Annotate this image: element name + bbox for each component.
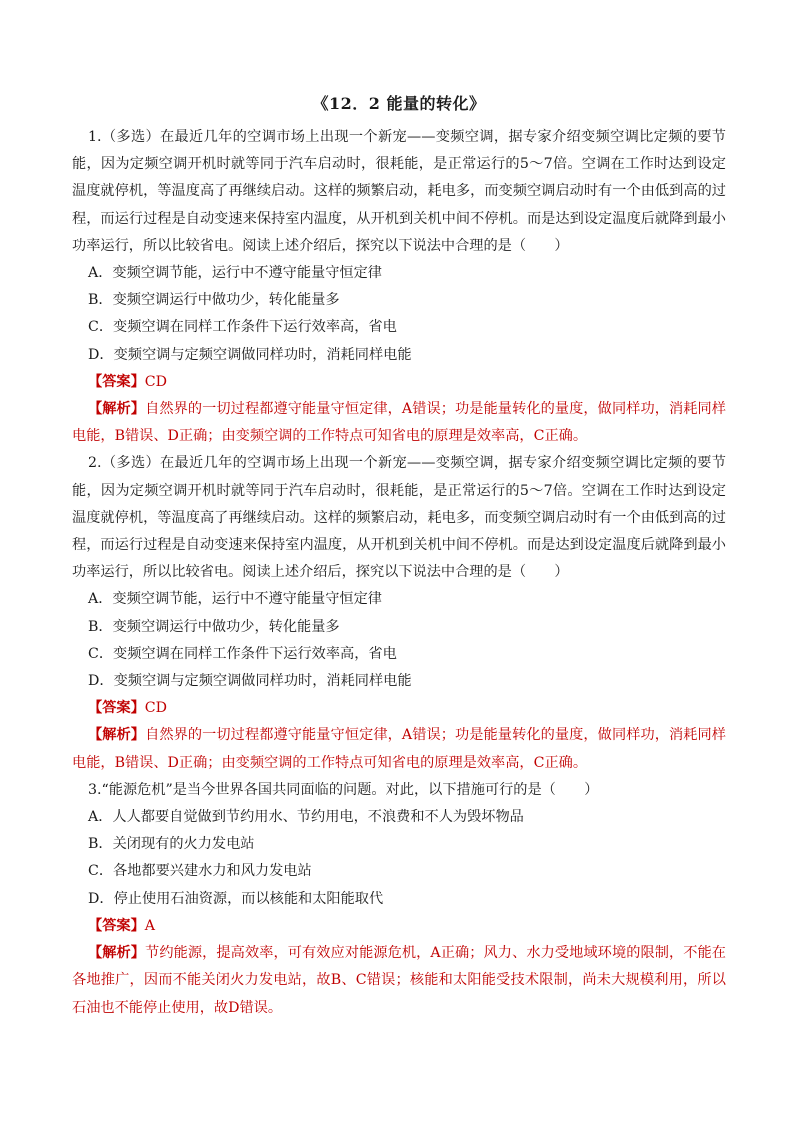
answer-line: [72, 913, 726, 940]
question-stem: 3.“能源危机”是当今世界各国共同面临的问题。对此，以下措施可行的是（ ）: [88, 781, 599, 798]
answer-line: [72, 695, 726, 722]
analysis-text: 自然界的一切过程都遵守能量守恒定律，A错误；功是能量转化的量度，做同样功，消耗同样电能，B错误、D正确；由变频空调的工作特点可知省电的原理是效率高，C正确。: [72, 401, 726, 445]
option-c: C．各地都要兴建水力和风力发电站: [88, 863, 312, 880]
option-a: A．变频空调节能，运行中不遵守能量守恒定律: [88, 591, 382, 608]
answer-value: CD: [144, 700, 167, 717]
question-stem: 2.（多选）在最近几年的空调市场上出现一个新宠——变频空调，据专家介绍变频空调比定频的要节能，因为定频空调开机时就等同于汽车启动时，很耗能，是正常运行的5～7倍。空调在工作时达到设定温度就停机，等温度高了再继续启动。这样的频繁启动，耗电多，而变频空调启动时有一个由低到高的过程，而运行过程是自动变速来保持室内温度，从开机到关机中间不停机。而是达到设定温度后就降到最小功率运行，所以比较省电。阅读上述介绍后，探究以下说法中合理的是（ ）: [72, 455, 726, 581]
analysis-line: [72, 396, 726, 450]
answer-line: [72, 369, 726, 396]
option-a: A．人人都要自觉做到节约用水、节约用电，不浪费和不人为毁坏物品: [88, 809, 524, 826]
analysis-tag: 【解析】: [88, 727, 146, 744]
answer-tag: 【答案】: [88, 917, 145, 934]
option-c: C．变频空调在同样工作条件下运行效率高，省电: [88, 645, 397, 662]
document-title: 《12．2 能量的转化》: [312, 94, 486, 113]
option-c: C．变频空调在同样工作条件下运行效率高，省电: [88, 319, 397, 336]
analysis-text: 节约能源，提高效率，可有效应对能源危机，A正确；风力、水力受地域环境的限制，不能在各地推广，因而不能关闭火力发电站，故B、C错误；核能和太阳能受技术限制，尚未大规模利用，所以石油也不能停止使用，故D错误。: [72, 945, 726, 1016]
answer-tag: 【答案】: [88, 373, 145, 390]
analysis-tag: 【解析】: [88, 945, 146, 962]
question-block: [72, 124, 726, 450]
analysis-line: [72, 722, 726, 776]
answer-value: A: [144, 917, 156, 934]
analysis-tag: 【解析】: [88, 401, 146, 418]
answer-tag: 【答案】: [88, 700, 145, 717]
question-stem: 1.（多选）在最近几年的空调市场上出现一个新宠——变频空调，据专家介绍变频空调比定频的要节能，因为定频空调开机时就等同于汽车启动时，很耗能，是正常运行的5～7倍。空调在工作时达到设定温度就停机，等温度高了再继续启动。这样的频繁启动，耗电多，而变频空调启动时有一个由低到高的过程，而运行过程是自动变速来保持室内温度，从开机到关机中间不停机。而是达到设定温度后就降到最小功率运行，所以比较省电。阅读上述介绍后，探究以下说法中合理的是（ ）: [72, 129, 726, 254]
analysis-text: 自然界的一切过程都遵守能量守恒定律，A错误；功是能量转化的量度，做同样功，消耗同样电能，B错误、D正确；由变频空调的工作特点可知省电的原理是效率高，C正确。: [72, 727, 726, 771]
option-b: B．变频空调运行中做功少，转化能量多: [88, 618, 340, 635]
question-block: [72, 777, 726, 1022]
option-a: A．变频空调节能，运行中不遵守能量守恒定律: [88, 265, 382, 282]
option-d: D．变频空调与定频空调做同样功时，消耗同样电能: [88, 346, 412, 363]
question-block: [72, 450, 726, 776]
option-d: D．变频空调与定频空调做同样功时，消耗同样电能: [88, 673, 412, 690]
analysis-line: [72, 940, 726, 1022]
answer-value: CD: [144, 373, 167, 390]
option-b: B．变频空调运行中做功少，转化能量多: [88, 292, 340, 309]
option-d: D．停止使用石油资源，而以核能和太阳能取代: [88, 890, 384, 907]
option-b: B．关闭现有的火力发电站: [88, 836, 255, 853]
